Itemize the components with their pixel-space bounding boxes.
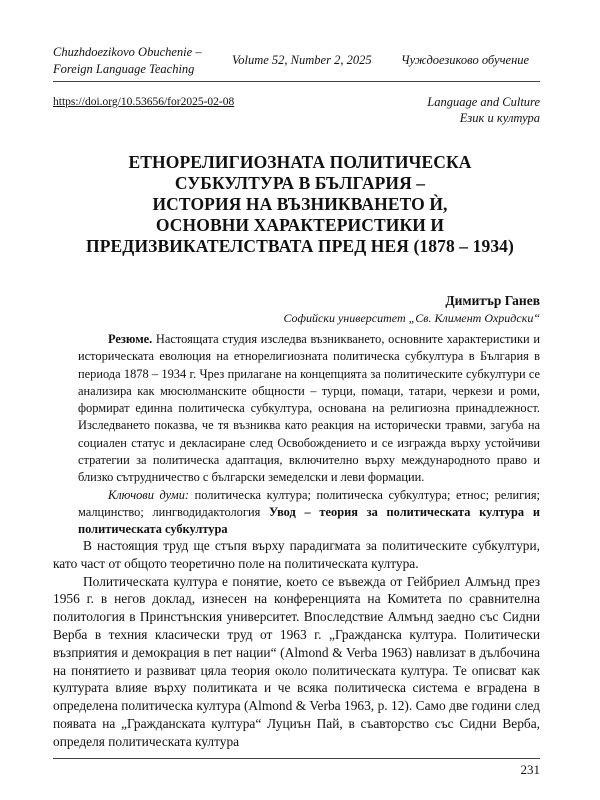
section-label-bg: Език и култура — [459, 111, 540, 125]
article-title — [40, 152, 560, 257]
body-paragraph: Политическата култура е понятие, което се въвежда от Гейбриел Алмънд през 1956 г. в негов доклад, изнесен на конференцията на Комитета по сравнителна политология в Принстънския университет. Впоследствие Алмънд заедно със Сидни Верба в техния класически труд от 1963 г. „Гражданска култура. Политически възприятия и демокрация в пет нации“ (Almond & Verba 1963) навлизат в дълбочина на понятието и развиват цяла теория около политическата култура. Те описват как културата влияе върху политиката и че всяка политическа система е вградена в определена политическа култура (Almond & Verba 1963, p. 12). Само две години след появата на „Гражданската култура“ Луциън Пай, в съавторство със Сидни Верба, определя политическата култура — [53, 573, 540, 749]
abstract-label: Резюме. — [108, 332, 153, 346]
header-divider — [53, 81, 540, 82]
body-paragraph: В настоящия труд ще стъпя върху парадигмата за политическите субкултури, като част от общото теоретично поле на политическата култура. — [53, 538, 540, 571]
keywords-label: Ключови думи: — [108, 487, 190, 502]
journal-name-line1: Chuzhdoezikovo Obuchenie – — [53, 45, 202, 59]
abstract-paragraph — [78, 331, 540, 487]
footer-divider — [53, 758, 540, 759]
title-line: ЕТНОРЕЛИГИОЗНАТА ПОЛИТИЧЕСКА — [128, 152, 472, 172]
section-label — [427, 94, 540, 126]
intro-heading: Увод – теория за политическата култура и политическата субкултура — [78, 504, 540, 537]
page-number: 231 — [520, 762, 540, 777]
abstract — [78, 331, 540, 539]
journal-name-bg: Чуждоезиково обучение — [401, 53, 530, 67]
journal-volume: Volume 52, Number 2, 2025 — [232, 53, 372, 67]
keywords-text: политическа култура; политическа субкултура; етнос; религия; малцинство; лингводидактология — [78, 487, 540, 519]
title-line: ИСТОРИЯ НА ВЪЗНИКВАНЕТО Ѝ, — [152, 194, 448, 214]
author-affiliation: Софийски университет „Св. Климент Охридски“ — [283, 311, 540, 325]
section-label-en: Language and Culture — [427, 95, 540, 109]
title-line: СУБКУЛТУРА В БЪЛГАРИЯ – — [174, 173, 426, 193]
author-name: Димитър Ганев — [445, 293, 540, 308]
title-line: ОСНОВНИ ХАРАКТЕРИСТИКИ И — [155, 215, 445, 235]
keywords-paragraph — [78, 487, 540, 539]
journal-name-line2: Foreign Language Teaching — [53, 62, 195, 76]
journal-name — [53, 44, 202, 78]
doi-link[interactable]: https://doi.org/10.53656/for2025-02-08 — [53, 96, 235, 108]
body-text — [53, 537, 540, 751]
abstract-text: Настоящата студия изследва възникването, основните характеристики и историческата еволюция на етнорелигиозната политическа субкултура в България в периода 1878 – 1934 г. Чрез прилагане на концепцията за политическите субкултури се анализира как мюсюлманските общности – турци, помаци, татари, черкези и роми, формират единна политическа субкултура, основана на религиозна принадлежност. Изследването показва, че тя възниква като реакция на исторически травми, загуба на социален статус и декласиране след Освобождението и се изгражда върху устойчиви стратегии за политическа адаптация, включително върху международното право и близко сътрудничество с български земеделски и леви формации. — [78, 332, 540, 485]
title-line: ПРЕДИЗВИКАТЕЛСТВАТА ПРЕД НЕЯ (1878 – 1934) — [86, 236, 514, 256]
